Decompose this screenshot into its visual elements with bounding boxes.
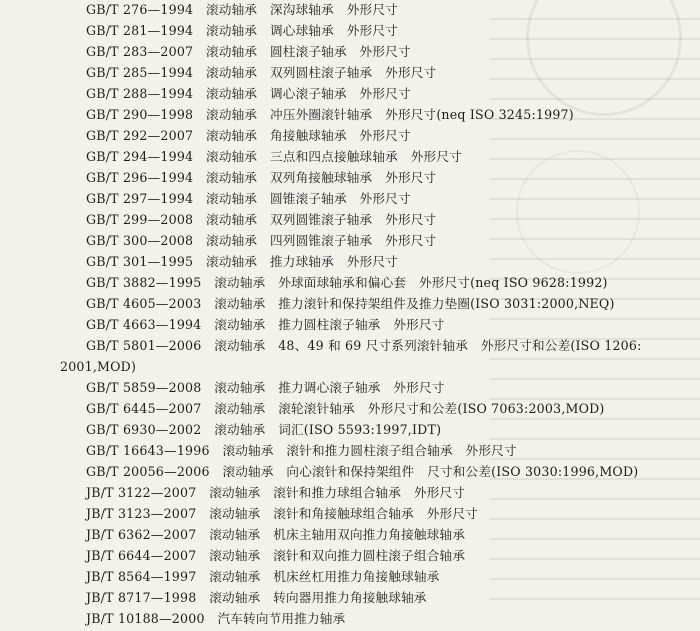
reference-item: GB/T 5859—2008 滚动轴承 推力调心滚子轴承 外形尺寸 bbox=[86, 380, 445, 395]
reference-item: GB/T 285—1994 滚动轴承 双列圆柱滚子轴承 外形尺寸 bbox=[86, 65, 437, 80]
reference-item: GB/T 296—1994 滚动轴承 双列角接触球轴承 外形尺寸 bbox=[86, 170, 437, 185]
reference-item: GB/T 300—2008 滚动轴承 四列圆锥滚子轴承 外形尺寸 bbox=[86, 233, 437, 248]
reference-item: JB/T 6644—2007 滚动轴承 滚针和双向推力圆柱滚子组合轴承 bbox=[86, 548, 466, 563]
reference-item: GB/T 294—1994 滚动轴承 三点和四点接触球轴承 外形尺寸 bbox=[86, 149, 462, 164]
reference-item: GB/T 290—1998 滚动轴承 冲压外圈滚针轴承 外形尺寸(neq ISO 3245:1997) bbox=[86, 107, 574, 122]
reference-item: GB/T 16643—1996 滚动轴承 滚针和推力圆柱滚子组合轴承 外形尺寸 bbox=[86, 443, 517, 458]
background-seal-mark bbox=[526, 0, 682, 116]
reference-item: GB/T 292—2007 滚动轴承 角接触球轴承 外形尺寸 bbox=[86, 128, 411, 143]
reference-item: JB/T 8564—1997 滚动轴承 机床丝杠用推力角接触球轴承 bbox=[86, 569, 440, 584]
reference-item: GB/T 276—1994 滚动轴承 深沟球轴承 外形尺寸 bbox=[86, 2, 398, 17]
reference-item: GB/T 301—1995 滚动轴承 推力球轴承 外形尺寸 bbox=[86, 254, 398, 269]
reference-item: GB/T 5801—2006 滚动轴承 48、49 和 69 尺寸系列滚针轴承 外形尺寸和公差(ISO 1206: bbox=[86, 338, 642, 353]
background-seal-mark bbox=[516, 150, 640, 274]
reference-item: JB/T 10188—2000 汽车转向节用推力轴承 bbox=[86, 611, 346, 626]
reference-item: GB/T 281—1994 滚动轴承 调心球轴承 外形尺寸 bbox=[86, 23, 398, 38]
reference-item: GB/T 6445—2007 滚动轴承 滚轮滚针轴承 外形尺寸和公差(ISO 7063:2003,MOD) bbox=[86, 401, 605, 416]
reference-item: JB/T 8717—1998 滚动轴承 转向器用推力角接触球轴承 bbox=[86, 590, 427, 605]
reference-item: GB/T 288—1994 滚动轴承 调心滚子轴承 外形尺寸 bbox=[86, 86, 411, 101]
reference-item: GB/T 297—1994 滚动轴承 圆锥滚子轴承 外形尺寸 bbox=[86, 191, 411, 206]
reference-item: GB/T 283—2007 滚动轴承 圆柱滚子轴承 外形尺寸 bbox=[86, 44, 411, 59]
reference-item-continuation: 2001,MOD) bbox=[60, 359, 137, 374]
reference-item: JB/T 3123—2007 滚动轴承 滚针和角接触球组合轴承 外形尺寸 bbox=[86, 506, 478, 521]
reference-item: GB/T 299—2008 滚动轴承 双列圆锥滚子轴承 外形尺寸 bbox=[86, 212, 437, 227]
reference-item: JB/T 3122—2007 滚动轴承 滚针和推力球组合轴承 外形尺寸 bbox=[86, 485, 466, 500]
reference-item: GB/T 3882—1995 滚动轴承 外球面球轴承和偏心套 外形尺寸(neq ISO 9628:1992) bbox=[86, 275, 608, 290]
reference-item: GB/T 4605—2003 滚动轴承 推力滚针和保持架组件及推力垫圈(ISO 3031:2000,NEQ) bbox=[86, 296, 615, 311]
reference-item: GB/T 20056—2006 滚动轴承 向心滚针和保持架组件 尺寸和公差(ISO 3030:1996,MOD) bbox=[86, 464, 639, 479]
reference-item: GB/T 4663—1994 滚动轴承 推力圆柱滚子轴承 外形尺寸 bbox=[86, 317, 445, 332]
reference-item: JB/T 6362—2007 滚动轴承 机床主轴用双向推力角接触球轴承 bbox=[86, 527, 466, 542]
reference-item: GB/T 6930—2002 滚动轴承 词汇(ISO 5593:1997,IDT) bbox=[86, 422, 442, 437]
